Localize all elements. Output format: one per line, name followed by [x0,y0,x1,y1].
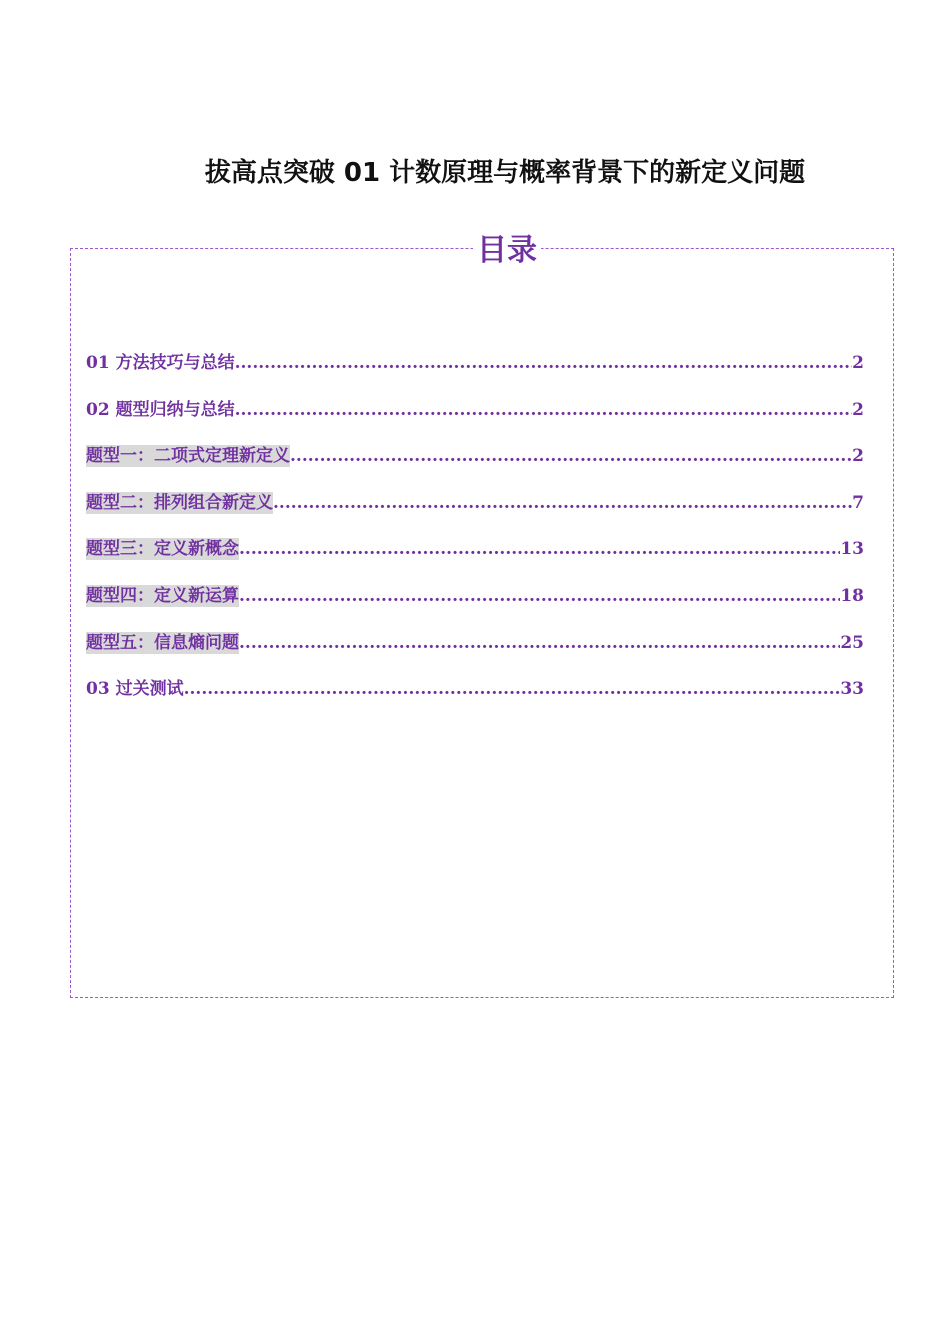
toc-list [86,352,864,725]
toc-dot-leader [290,445,852,467]
toc-page-number: 2 [852,399,864,420]
toc-entry-final-test[interactable] [86,678,864,725]
toc-heading [71,233,943,269]
toc-dot-leader [239,585,840,607]
toc-entry-label: 题型三：定义新概念 [86,539,239,560]
toc-entry-type-5[interactable] [86,632,864,679]
toc-entry-type-3[interactable] [86,538,864,585]
toc-page-number: 7 [852,492,864,513]
toc-dot-leader [184,678,841,700]
toc-entry-method-summary[interactable] [86,352,864,399]
toc-dot-leader [235,352,853,374]
toc-dot-leader [239,538,840,560]
toc-page-number: 2 [852,446,864,467]
toc-heading-text: 目录 [473,233,541,268]
toc-page-number: 25 [840,632,864,653]
toc-dot-leader [239,632,840,654]
toc-entry-label: 题型二：排列组合新定义 [86,492,273,513]
toc-entry-label: 题型四：定义新运算 [86,585,239,606]
toc-page-number: 33 [840,679,864,700]
toc-entry-label: 题型五：信息熵问题 [86,632,239,653]
toc-dot-leader [273,492,852,514]
table-of-contents [70,233,894,998]
toc-entry-label: 03 过关测试 [86,679,184,700]
toc-entry-label: 02 题型归纳与总结 [86,399,235,420]
document-title: 拔高点突破 01 计数原理与概率背景下的新定义问题 [204,158,806,188]
toc-entry-type-4[interactable] [86,585,864,632]
toc-entry-type-1[interactable] [86,445,864,492]
toc-page-number: 18 [840,585,864,606]
toc-entry-question-types[interactable] [86,399,864,446]
toc-page-number: 13 [840,539,864,560]
toc-entry-label: 01 方法技巧与总结 [86,353,235,373]
toc-entry-label: 题型一：二项式定理新定义 [86,446,290,467]
toc-entry-type-2[interactable] [86,492,864,539]
toc-page-number: 2 [852,353,864,373]
toc-dot-leader [235,399,853,421]
